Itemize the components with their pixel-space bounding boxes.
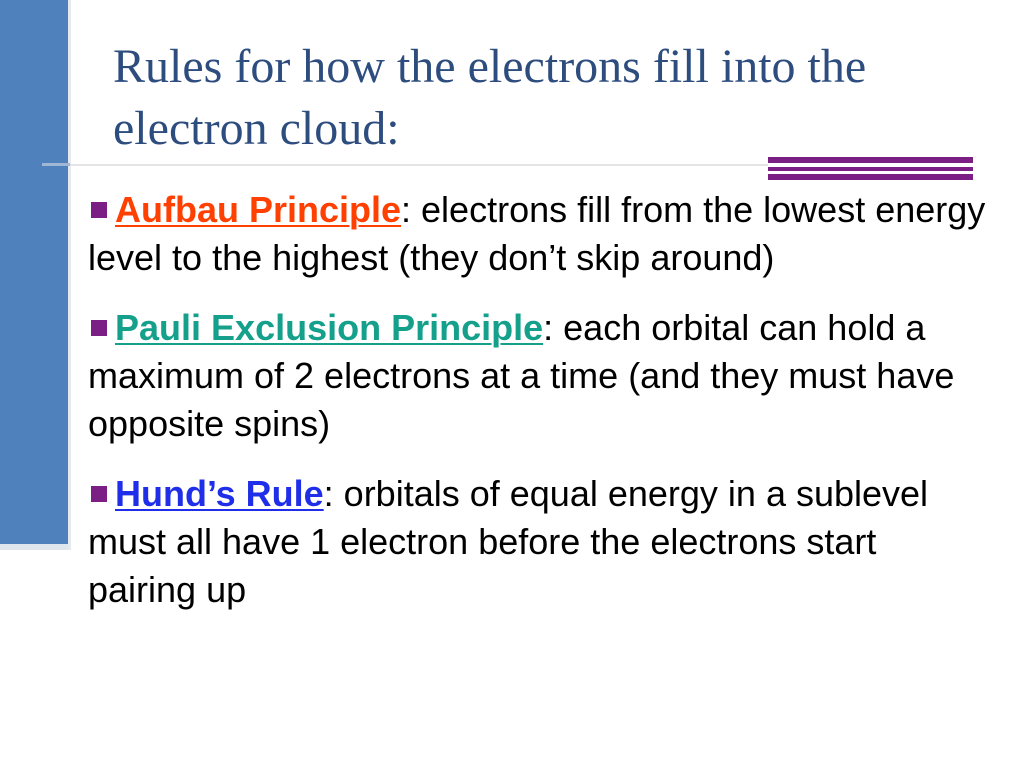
bullet-aufbau-text: : electrons fill from the lowest energy level to the highest (they don’t skip around) xyxy=(88,189,986,278)
title-divider xyxy=(42,164,768,166)
square-bullet-icon xyxy=(91,202,107,218)
side-bar-edge xyxy=(68,0,71,550)
bullet-hund xyxy=(88,470,993,614)
bullet-pauli xyxy=(88,304,993,448)
square-bullet-icon xyxy=(91,486,107,502)
bullet-hund-text: : orbitals of equal energy in a sublevel must all have 1 electron before the electrons start pairing up xyxy=(88,473,929,610)
title-divider-tick xyxy=(42,163,70,166)
accent-stripe-bottom xyxy=(768,174,973,180)
bullet-aufbau xyxy=(88,186,993,282)
square-bullet-icon xyxy=(91,320,107,336)
term-hund-link[interactable]: Hund’s Rule xyxy=(115,473,324,514)
term-pauli-link[interactable]: Pauli Exclusion Principle xyxy=(115,307,544,348)
side-accent-bar xyxy=(0,0,68,544)
side-bar-shadow xyxy=(0,544,68,550)
slide-title: Rules for how the electrons fill into the electron cloud: xyxy=(113,40,867,155)
bullet-pauli-text: : each orbital can hold a maximum of 2 electrons at a time (and they must have opposite spins) xyxy=(88,307,955,444)
accent-stripe-middle xyxy=(768,167,973,171)
accent-stripe-top xyxy=(768,157,973,163)
term-aufbau-link[interactable]: Aufbau Principle xyxy=(115,189,402,230)
bullet-list xyxy=(88,186,993,636)
